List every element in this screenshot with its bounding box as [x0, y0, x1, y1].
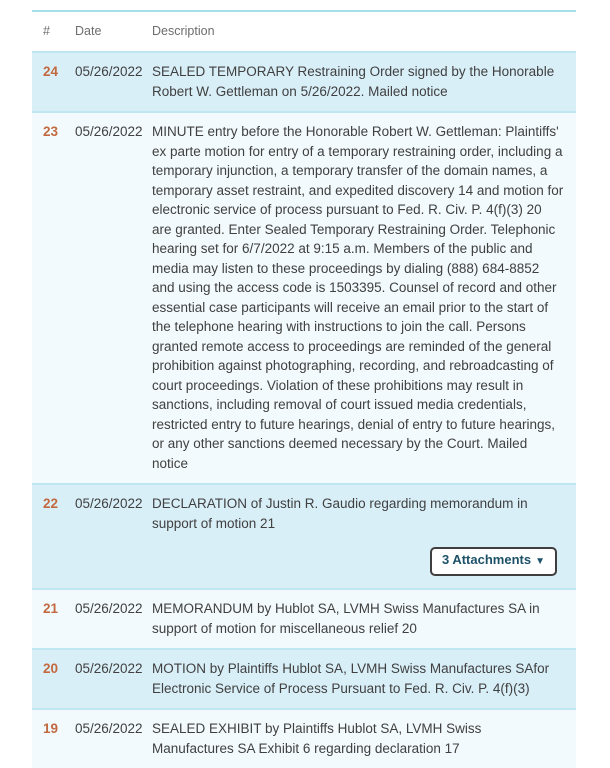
entry-description-cell	[152, 494, 576, 578]
entry-description: MINUTE entry before the Honorable Robert W. Gettleman: Plaintiffs' ex parte motion for entry of a temporary restraining order, including a temporary injunction, a temporary transfer of the domain names, a temporary asset restraint, and expedited discovery 14 and motion for electronic service of process pursuant to Fed. R. Civ. P. 4(f)(3) 20 are granted. Enter Sealed Temporary Restraining Order. Telephonic hearing set for 6/7/2022 at 9:15 a.m. Members of the public and media may listen to these proceedings by dialing (888) 684-8852 and using the access code is 1503395. Counsel of record and other essential case participants will receive an email prior to the start of the telephone hearing with instructions to join the call. Persons granted remote access to proceedings are reminded of the general prohibition against photographing, recording, and rebroadcasting of court proceedings. Violation of these prohibitions may result in sanctions, including removal of court issued media credentials, restricted entry to future hearings, denial of entry to future hearings, or any other sanctions deemed necessary by the Court. Mailed notice	[152, 124, 564, 471]
attachments-button[interactable]	[430, 547, 557, 576]
header-number[interactable]: #	[43, 24, 50, 38]
attachments-button-row	[152, 547, 557, 576]
entry-date: 05/26/2022	[75, 601, 143, 616]
attachments-button-label: 3 Attachments	[441, 552, 532, 567]
entry-date: 05/26/2022	[75, 124, 143, 139]
docket-table	[32, 10, 576, 768]
docket-row-22	[32, 483, 576, 588]
entry-date: 05/26/2022	[75, 721, 143, 736]
entry-date: 05/26/2022	[75, 496, 143, 511]
entry-number-link[interactable]: 20	[43, 661, 59, 676]
entry-description: MEMORANDUM by Hublot SA, LVMH Swiss Manufactures SA in support of motion for miscellaneous relief 20	[152, 601, 540, 636]
entry-number-link[interactable]: 21	[43, 601, 59, 616]
entry-description: SEALED TEMPORARY Restraining Order signed by the Honorable Robert W. Gettleman on 5/26/2022. Mailed notice	[152, 64, 555, 99]
entry-description: DECLARATION of Justin R. Gaudio regarding memorandum in support of motion 21	[152, 496, 528, 531]
entry-number-link[interactable]: 19	[43, 721, 59, 736]
entry-date: 05/26/2022	[75, 661, 143, 676]
entry-number-link[interactable]: 22	[43, 496, 59, 511]
docket-row-23	[32, 111, 576, 483]
header-date: Date	[75, 24, 102, 38]
docket-row-19	[32, 708, 576, 768]
entry-description: SEALED EXHIBIT by Plaintiffs Hublot SA, LVMH Swiss Manufactures SA Exhibit 6 regarding declaration 17	[152, 721, 482, 756]
docket-row-20	[32, 648, 576, 708]
header-description: Description	[152, 24, 215, 38]
entry-description: MOTION by Plaintiffs Hublot SA, LVMH Swiss Manufactures SAfor Electronic Service of Process Pursuant to Fed. R. Civ. P. 4(f)(3)	[152, 661, 550, 696]
entry-number-link[interactable]: 24	[43, 64, 59, 79]
docket-row-24	[32, 51, 576, 111]
caret-down-icon: ▼	[535, 556, 545, 567]
docket-row-21	[32, 588, 576, 648]
entry-number-link[interactable]: 23	[43, 124, 59, 139]
table-header-row	[32, 12, 576, 51]
entry-date: 05/26/2022	[75, 64, 143, 79]
